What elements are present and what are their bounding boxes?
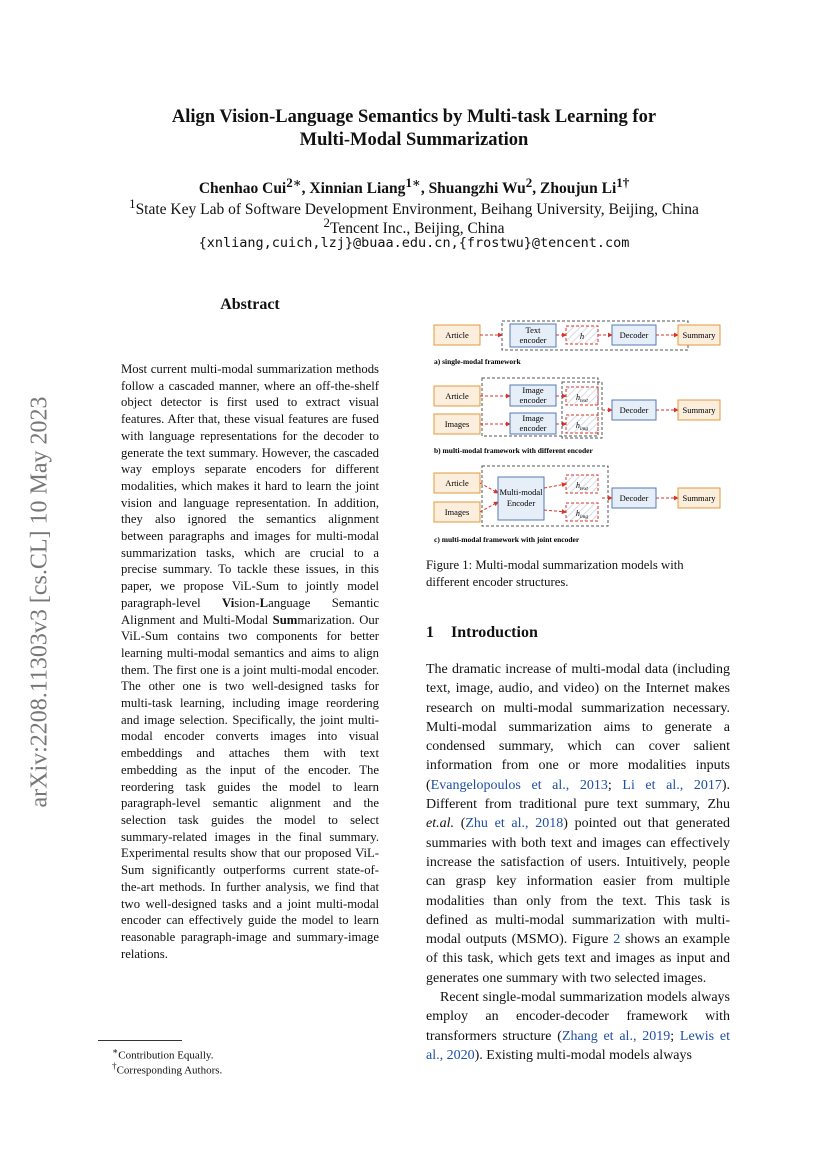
intro-paragraph bbox=[426, 988, 730, 1065]
decoder-label: Decoder bbox=[619, 330, 649, 340]
image-encoder-label: encoder bbox=[519, 423, 547, 433]
flow-arrow bbox=[544, 510, 566, 512]
paper-title bbox=[0, 106, 828, 152]
author-name: Shuangzhi Wu bbox=[428, 180, 526, 198]
title-line-2: Multi-Modal Summarization bbox=[299, 130, 529, 150]
flow-arrow bbox=[480, 502, 498, 512]
author-superscript: 1† bbox=[616, 175, 630, 190]
image-encoder-label: encoder bbox=[519, 395, 547, 405]
flow-arrow bbox=[480, 483, 498, 493]
abstract-text: marization. Our ViL-Sum contains two components for better learning multi-modal semantics and aims to align them. The first one is a joint multi-modal encoder. The other one is two well-designed tasks for multi-task learning, including image reordering and image selection. Specifically, the joint multi-modal encoder converts images into visual embeddings and attaches them with text embedding as the input of the encoder. The reordering task guides the model to learn paragraph-level semantic alignment and the selection task guides the model to select summary-related images in the final summary. Experimental results show that our proposed ViL-Sum significantly outperforms current state-of-the-art methods. In further analysis, we find that two well-designed tasks and a joint multi-modal encoder can effectively guide the model to learn reasonable paragraph-image and summary-image relations. bbox=[121, 612, 380, 961]
image-encoder-label: Image bbox=[522, 385, 544, 395]
affiliation-text: State Key Lab of Software Development Environment, Beihang University, Beijing, China bbox=[135, 201, 699, 219]
panel-a-label: a) single-modal framework bbox=[434, 357, 521, 366]
abstract-heading: Abstract bbox=[220, 296, 280, 313]
title-line-1: Align Vision-Language Semantics by Multi-task Learning for bbox=[171, 107, 657, 127]
image-encoder-label: Image bbox=[522, 413, 544, 423]
author-superscript: 2 bbox=[525, 175, 533, 190]
footnote-rule bbox=[98, 1040, 182, 1041]
author-list: Chenhao Cui$^{2∗}$, Xinnian Liang$^{1∗}$, Shuangzhi Wu$^2$, Zhoujun $Li^{1\dagger}$ bbox=[198, 175, 630, 198]
abstract-bold: L bbox=[259, 595, 269, 610]
hidden-state-label: h bbox=[579, 331, 585, 341]
flow-arrow bbox=[544, 484, 566, 488]
figure-caption: Figure 1: Multi-modal summarization models with different encoder structures. bbox=[426, 558, 684, 589]
abstract-paragraph bbox=[121, 361, 379, 962]
body-text: shows an example of this task, which gets text and images as input and generates one summary with two selected images. bbox=[426, 932, 730, 986]
intro-paragraph bbox=[426, 660, 730, 988]
article-label: Article bbox=[445, 478, 469, 488]
body-text: Recent single-modal summarization models always employ an encoder-decoder framework with transformers structure ( bbox=[426, 990, 730, 1044]
decoder-label: Decoder bbox=[619, 405, 649, 415]
text-encoder-label: Text bbox=[525, 325, 541, 335]
section-heading bbox=[426, 624, 538, 642]
footnote-mark: † bbox=[112, 1061, 117, 1071]
citation-link[interactable]: Zhang et al., 2019 bbox=[561, 1028, 671, 1044]
summary-label: Summary bbox=[682, 493, 716, 503]
abstract-bold: Vi bbox=[222, 595, 235, 610]
multimodal-encoder-label: Multi-modal bbox=[499, 487, 543, 497]
body-text: ; bbox=[607, 777, 623, 793]
citation-link[interactable]: Zhu et al., 2018 bbox=[465, 816, 564, 832]
figure-1-diagram bbox=[426, 318, 730, 546]
footnote-text: Contribution Equally. bbox=[118, 1049, 214, 1062]
footnote-1 bbox=[112, 1046, 213, 1062]
author-superscript: 1∗ bbox=[405, 175, 421, 190]
abstract-body bbox=[121, 361, 379, 962]
abstract-text: sion- bbox=[234, 595, 260, 610]
body-text: ) pointed out that generated summaries with both text and images can effectively increase the satisfaction of users. Intuitively, people can grasp key information easier from multiple modalities than only from the text. This task is defined as multi-modal summarization with multi-modal outputs (MSMO). Figure bbox=[426, 816, 730, 948]
affiliation-text: Tencent Inc., Beijing, China bbox=[329, 220, 505, 238]
citation-link[interactable]: Evangelopoulos et al., 2013 bbox=[430, 777, 608, 793]
image-hidden-label: $h_{img}$ bbox=[575, 509, 589, 520]
summary-label: Summary bbox=[682, 405, 716, 415]
author-name: Xinnian Liang bbox=[309, 180, 406, 198]
footnote-mark: ∗ bbox=[112, 1046, 119, 1056]
citation-link[interactable]: Li et al., 2017 bbox=[622, 777, 722, 793]
text-hidden-label: $h_{text}$ bbox=[576, 481, 588, 492]
article-label: Article bbox=[445, 391, 469, 401]
author-emails: {xnliang,cuich,lzj}@buaa.edu.cn,{frostwu}@tencent.com bbox=[198, 235, 630, 251]
affiliation-superscript: 1 bbox=[129, 196, 136, 211]
section-number: 1 bbox=[426, 624, 434, 641]
images-label: Images bbox=[444, 419, 470, 429]
panel-b-label: b) multi-modal framework with different encoder bbox=[434, 446, 593, 455]
body-text: ; bbox=[670, 1028, 680, 1044]
text-encoder-label: encoder bbox=[519, 335, 547, 345]
author-superscript: 2∗ bbox=[286, 175, 302, 190]
author-name: Zhoujun Li bbox=[540, 180, 617, 198]
arxiv-sidebar bbox=[22, 352, 58, 852]
body-text: ( bbox=[454, 816, 466, 832]
multimodal-encoder-label: Encoder bbox=[506, 498, 536, 508]
figure-ref-link[interactable]: 2 bbox=[613, 932, 621, 948]
introduction-body bbox=[426, 660, 730, 1065]
footnote-text: Corresponding Authors. bbox=[116, 1064, 223, 1077]
article-label: Article bbox=[445, 330, 469, 340]
abstract-text: anguage Semantic Alignment and Multi-Modal bbox=[121, 595, 379, 627]
footnote-2 bbox=[112, 1061, 222, 1077]
body-text: ). Existing multi-modal models always bbox=[474, 1047, 692, 1063]
body-text-italic: et.al. bbox=[426, 816, 454, 832]
citation-link[interactable]: Lewis et al., 2020 bbox=[426, 1028, 730, 1063]
body-text: The dramatic increase of multi-modal data (including text, image, audio, and video) on the Internet makes research on multi-modal summarization necessary. Multi-modal summarization aims to generate a condensed summary, which can cover salient information from one or more modalities inputs ( bbox=[426, 662, 730, 793]
panel-c-label: c) multi-modal framework with joint encoder bbox=[434, 535, 580, 544]
decoder-label: Decoder bbox=[619, 493, 649, 503]
abstract-bold: Sum bbox=[272, 612, 298, 627]
author-name: Chenhao Cui bbox=[198, 180, 287, 198]
abstract-text: Most current multi-modal summarization methods follow a cascaded manner, where an off-the-shelf object detector is first used to extract visual features. After that, these visual features are fused with language representations for the decoder to generate the text summary. However, the cascaded way employs separate encoders for different modalities, which makes it hard to learn the joint vision and language representation. In addition, they also ignored the semantics alignment between paragraphs and images for multi-modal summarization tasks, which are crucial to a precise summary. To tackle these issues, in this paper, we propose ViL-Sum to jointly model paragraph-level bbox=[121, 362, 379, 610]
affiliation-superscript: 2 bbox=[323, 215, 330, 230]
arxiv-identifier: arXiv:2208.11303v3 [cs.CL] 10 May 2023 bbox=[26, 396, 53, 808]
text-hidden-label: $h_{text}$ bbox=[576, 393, 588, 404]
summary-label: Summary bbox=[682, 330, 716, 340]
section-title: Introduction bbox=[451, 624, 538, 641]
image-hidden-label: $h_{img}$ bbox=[575, 421, 589, 432]
body-text: ). Different from traditional pure text summary, Zhu bbox=[426, 777, 731, 813]
images-label: Images bbox=[444, 507, 470, 517]
